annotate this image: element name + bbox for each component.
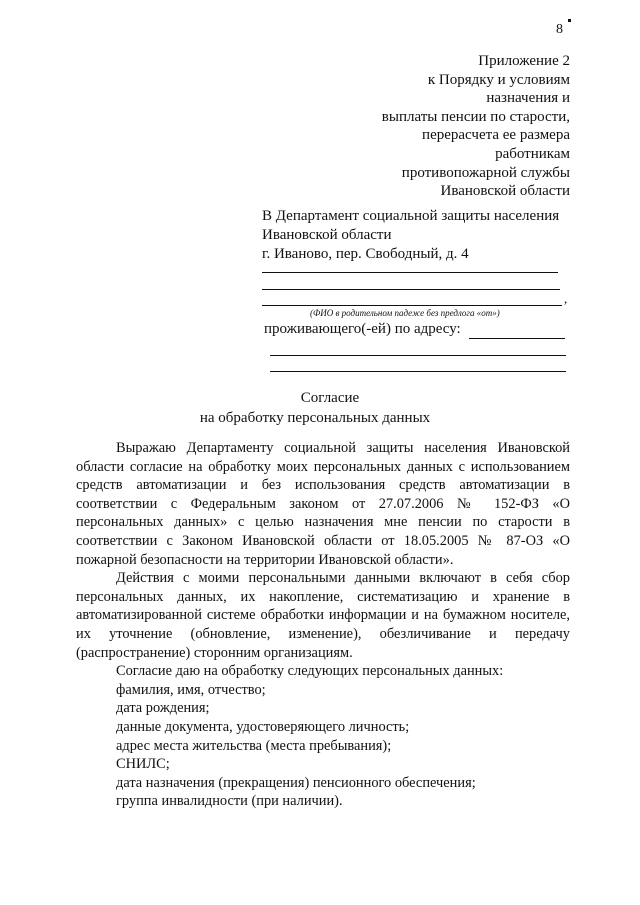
list-item: фамилия, имя, отчество;: [116, 681, 266, 698]
list-intro: Согласие даю на обработку следующих персональных данных:: [116, 663, 504, 680]
addressee-line: В Департамент социальной защиты населения: [262, 208, 560, 224]
name-blank-line-2[interactable]: [262, 289, 560, 290]
list-item: данные документа, удостоверяющего личность;: [116, 718, 410, 735]
name-blank-line-1[interactable]: [262, 272, 558, 273]
appendix-line: к Порядку и условиям: [427, 71, 570, 88]
appendix-line: выплаты пенсии по старости,: [381, 108, 570, 125]
title-line: Согласие: [300, 390, 360, 406]
address-blank-line-2[interactable]: [270, 355, 566, 356]
appendix-header: [382, 52, 570, 201]
addressee-line: г. Иваново, пер. Свободный, д. 4: [262, 246, 469, 262]
list-item: дата назначения (прекращения) пенсионного обеспечения;: [116, 774, 476, 791]
name-field-caption: (ФИО в родительном падеже без предлога «от»): [310, 308, 500, 318]
residence-label: проживающего(-ей) по адресу:: [264, 321, 461, 337]
consent-paragraph: Выражаю Департаменту социальной защиты населения Ивановской области согласие на обработку моих персональных данных с использованием средств автоматизации и без использования средств автоматизации в соответствии с Федеральным законом от 27.07.2006 № 152-ФЗ «О персональных данных» с целью назначения мне пенсии по старости в соответствии с Законом Ивановской области от 18.05.2005 № 87-ОЗ «О пожарной безопасности на территории Ивановской области».: [76, 440, 570, 568]
list-item: СНИЛС;: [116, 756, 170, 773]
addressee-line: Ивановской области: [262, 227, 392, 243]
appendix-line: перерасчета ее размера: [422, 127, 570, 144]
appendix-line: противопожарной службы: [401, 164, 570, 181]
actions-paragraph: Действия с моими персональными данными включают в себя сбор персональных данных, их накопление, систематизацию и хранение в автоматизированной системе обработки информации и на бумажном носителе, их уточнение (обновление, изменение), обезличивание и передачу (распространение) сторонним организациям.: [76, 570, 570, 661]
address-blank-line-1[interactable]: [469, 338, 565, 339]
list-item: группа инвалидности (при наличии).: [116, 793, 343, 810]
appendix-line: Приложение 2: [478, 53, 570, 69]
list-item: адрес места жительства (места пребывания);: [116, 737, 392, 754]
appendix-line: назначения и: [486, 90, 570, 107]
list-item: дата рождения;: [116, 700, 210, 717]
name-blank-line-3[interactable]: [262, 305, 562, 306]
title-subline: на обработку персональных данных: [199, 410, 431, 426]
address-blank-line-3[interactable]: [270, 371, 566, 372]
personal-data-list: [76, 681, 570, 811]
appendix-line: работникам: [495, 145, 570, 162]
page-number: 8: [556, 22, 563, 37]
comma-mark: ,: [564, 291, 568, 306]
addressee-block: [262, 207, 559, 264]
document-body: [76, 439, 570, 811]
appendix-line: Ивановской области: [440, 183, 570, 200]
document-title: [0, 388, 640, 428]
